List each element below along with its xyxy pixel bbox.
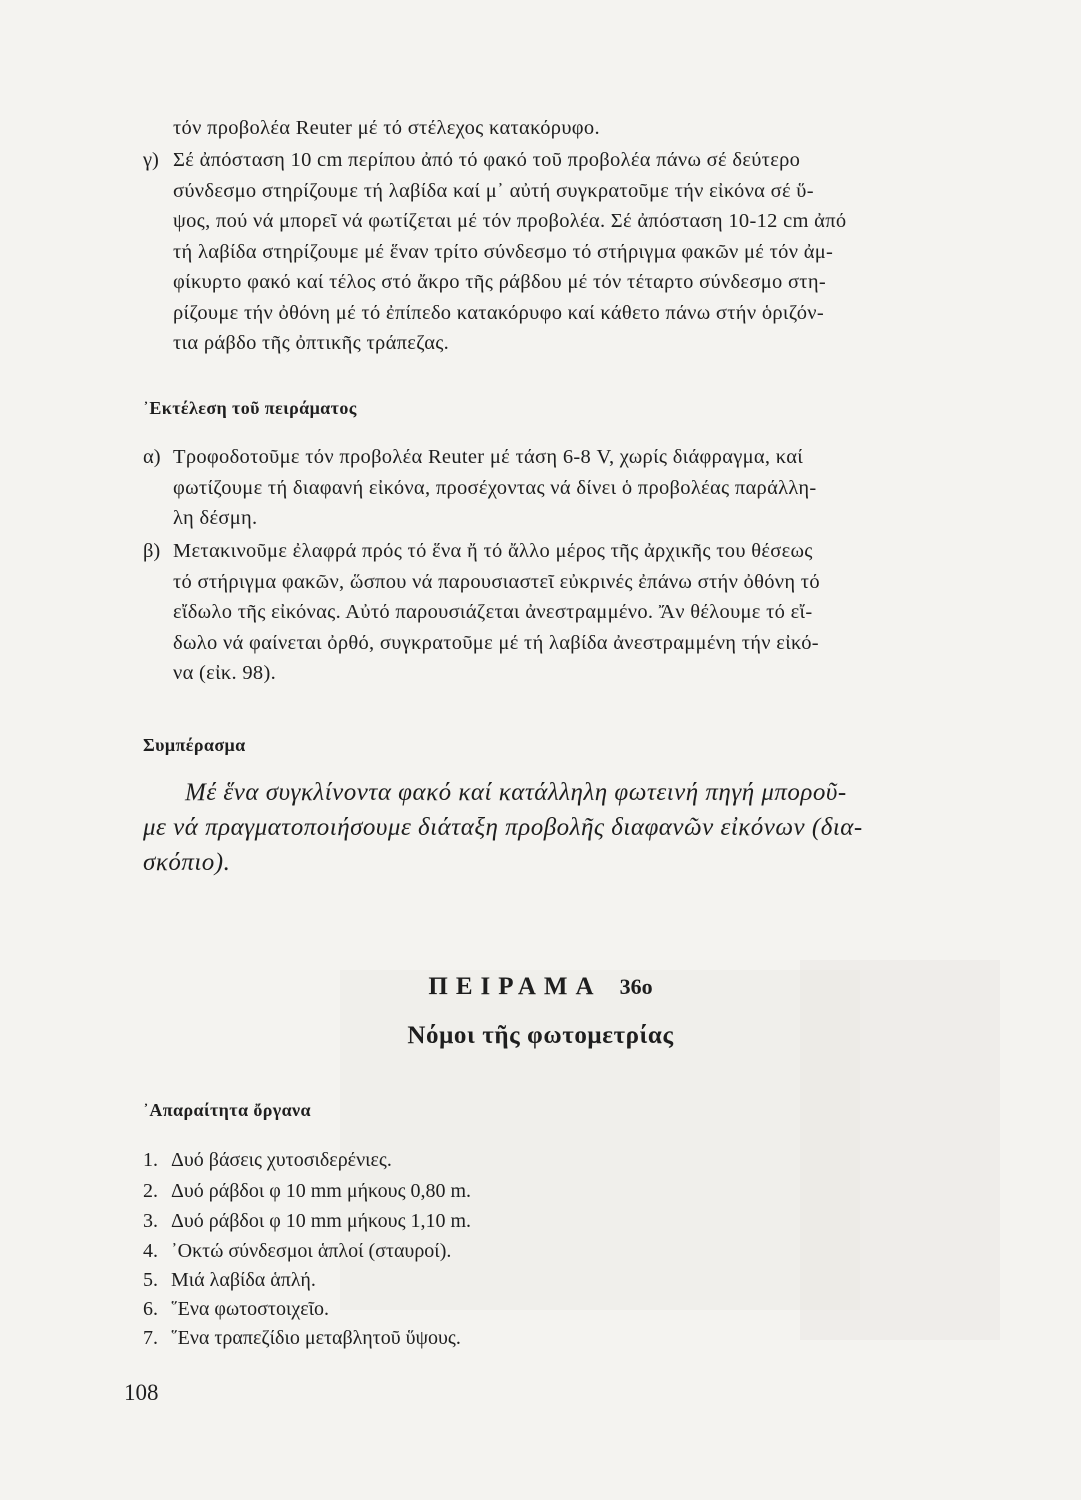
list-item (143, 1236, 451, 1266)
paragraph-line: ψος, πού νά μπορεῖ νά φωτίζεται μέ τόν προβολέα. Σέ ἀπόσταση 10-12 cm ἀπό (173, 210, 847, 232)
conclusion-line: Μέ ἕνα συγκλίνοντα φακό καί κατάλληλη φωτεινή πηγή μποροῦ- (185, 779, 847, 806)
paragraph-line: φωτίζουμε τή διαφανή εἰκόνα, προσέχοντας νά δίνει ὁ προβολέας παράλλη- (173, 476, 817, 499)
list-item-text: Δυό βάσεις χυτοσιδερένιες. (171, 1149, 392, 1171)
paragraph-line: τή λαβίδα στηρίζουμε μέ ἕναν τρίτο σύνδεσμο τό στήριγμα φακῶν μέ τόν ἀμ- (173, 240, 834, 263)
list-item-text: ᾿Οκτώ σύνδεσμοι ἁπλοί (σταυροί). (171, 1240, 452, 1262)
list-item-text: Δυό ράβδοι φ 10 mm μήκους 0,80 m. (171, 1180, 472, 1202)
list-item-number: 6. (143, 1298, 158, 1320)
intro-text: τόν προβολέα Reuter μέ τό στέλεχος κατακόρυφο. (173, 117, 600, 139)
list-item-text: ῞Ενα τραπεζίδιο μεταβλητοῦ ὕψους. (171, 1327, 461, 1349)
experiment-label-text: ΠΕΙΡΑΜΑ (428, 973, 602, 1000)
page-number: 108 (124, 1380, 159, 1405)
experiment-number: 36ο (619, 974, 653, 999)
paragraph-line: δωλο νά φαίνεται ὀρθό, συγκρατοῦμε μέ τή λαβίδα ἀνεστραμμένη τήν εἰκό- (173, 631, 819, 654)
list-item-text: Μιά λαβίδα ἁπλή. (171, 1269, 316, 1291)
list-item-number: 1. (143, 1149, 158, 1171)
intro-line (173, 113, 963, 144)
step-beta (173, 536, 963, 689)
list-item-text: ῞Ενα φωτοστοιχεῖο. (171, 1298, 329, 1320)
paragraph-line: τια ράβδο τῆς ὀπτικῆς τράπεζας. (173, 332, 450, 354)
paragraph-line: ρίζουμε τήν ὀθόνη μέ τό ἐπίπεδο κατακόρυφο καί κάθετο πάνω στήν ὁριζόν- (173, 301, 825, 324)
step-gamma-marker: γ) (143, 149, 159, 171)
list-item-number: 4. (143, 1240, 158, 1262)
bleed-through-figure-right (800, 960, 1000, 1340)
experiment-title: Νόμοι τῆς φωτομετρίας (407, 1022, 674, 1049)
conclusion-line: με νά πραγματοποιήσουμε διάταξη προβολῆς διαφανῶν εἰκόνων (δια- (143, 814, 863, 841)
list-item-number: 7. (143, 1327, 158, 1349)
paragraph-line: να (εἰκ. 98). (173, 662, 277, 684)
conclusion-line: σκόπιο). (143, 849, 231, 876)
list-item (143, 1176, 471, 1206)
paragraph-line: Τροφοδοτοῦμε τόν προβολέα Reuter μέ τάση 6-8 V, χωρίς διάφραγμα, καί (173, 446, 804, 468)
experiment-label (0, 973, 1081, 1001)
step-alpha-marker: α) (143, 446, 161, 468)
list-item-number: 3. (143, 1210, 158, 1232)
list-item (143, 1145, 392, 1175)
list-item (143, 1294, 329, 1324)
list-item-number: 2. (143, 1180, 158, 1202)
paragraph-line: λη δέσμη. (173, 507, 258, 529)
paragraph-line: φίκυρτο φακό καί τέλος στό ἄκρο τῆς ράβδου μέ τόν τέταρτο σύνδεσμο στη- (173, 271, 826, 293)
paragraph-line: τό στήριγμα φακῶν, ὥσπου νά παρουσιαστεῖ εὐκρινές ἐπάνω στήν ὀθόνη τό (173, 570, 820, 593)
paragraph-line: σύνδεσμο στηρίζουμε τή λαβίδα καί μ᾽ αὐτή συγκρατοῦμε τήν εἰκόνα σέ ὕ- (173, 179, 814, 202)
list-item-text: Δυό ράβδοι φ 10 mm μήκους 1,10 m. (171, 1210, 472, 1232)
list-item-number: 5. (143, 1269, 158, 1291)
step-alpha (173, 442, 963, 534)
equipment-heading: ᾿Απαραίτητα ὄργανα (143, 1100, 311, 1120)
paragraph-line: Σέ ἀπόσταση 10 cm περίπου ἀπό τό φακό τοῦ προβολέα πάνω σέ δεύτερο (173, 149, 801, 171)
paragraph-line: Μετακινοῦμε ἐλαφρά πρός τό ἕνα ἤ τό ἄλλο μέρος τῆς ἀρχικῆς του θέσεως (173, 540, 813, 562)
list-item (143, 1265, 316, 1295)
execution-heading: ᾿Εκτέλεση τοῦ πειράματος (143, 398, 357, 418)
step-beta-marker: β) (143, 540, 161, 562)
conclusion-text (143, 775, 968, 880)
step-gamma (173, 145, 963, 359)
paragraph-line: εἴδωλο τῆς εἰκόνας. Αὐτό παρουσιάζεται ἀνεστραμμένο. Ἄν θέλουμε τό εἴ- (173, 601, 813, 623)
list-item (143, 1323, 461, 1353)
conclusion-heading: Συμπέρασμα (143, 735, 246, 755)
list-item (143, 1206, 471, 1236)
